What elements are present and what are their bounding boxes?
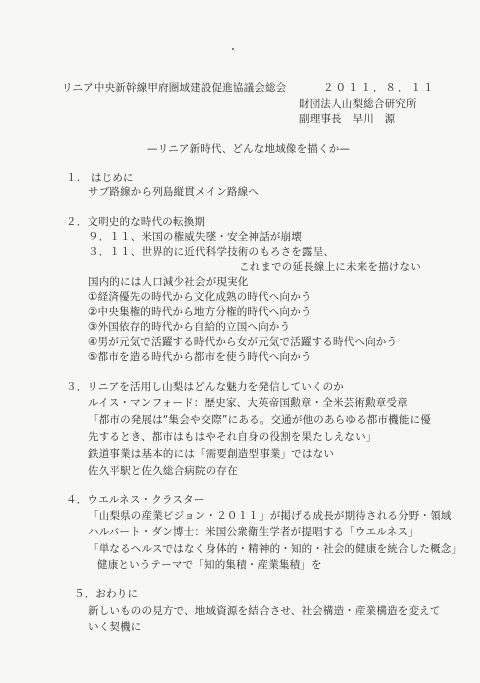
section-3-line: 鉄道事業は基本的には「需要創造型事業」ではない — [88, 448, 335, 460]
section-4-line: 「山梨県の産業ビジョン・２０１１」が掲げる成長が期待される分野・領域 — [88, 510, 452, 522]
section-2-list-item: ④男が元気で活躍する時代から女が元気で活躍する時代へ向かう — [88, 336, 398, 348]
scan-speck — [232, 48, 234, 50]
section-5-line: いく契機に — [88, 621, 142, 633]
section-3-line: 先するとき、都市はもはやそれ自身の役割を果たしえない」 — [88, 431, 377, 443]
organization: 財団法人山梨総合研究所 — [299, 98, 417, 110]
section-2-list-item: ③外国依存的時代から自給的立国へ向かう — [88, 321, 291, 333]
section-5-heading: ５．おわりに — [74, 588, 139, 600]
section-4-line: 健康というテーマで「知的集積・産業集積」を — [97, 559, 322, 571]
section-3-line: ルイス・マンフォード：歴史家、大英帝国勲章・全米芸術勲章受章 — [88, 397, 408, 409]
section-2-line: ９．１１、米国の権威失墜・安全神話が崩壊 — [88, 231, 302, 243]
section-2-line: これまでの延長線上に未来を描けない — [239, 261, 421, 273]
section-2-list-item: ⑤都市を造る時代から都市を使う時代へ向かう — [88, 351, 312, 363]
section-5-line: 新しいものの見方で、地域資源を結合させ、社会構造・産業構造を変えて — [88, 605, 441, 617]
section-1-heading: １. はじめに — [66, 172, 134, 184]
section-2-line: 国内的には人口減少社会が現実化 — [88, 276, 249, 288]
section-1-line: サブ路線から列島縦貫メイン路線へ — [88, 186, 259, 198]
section-3-line: 佐久平駅と佐久総合病院の存在 — [88, 465, 238, 477]
section-2-list-item: ②中央集権的時代から地方分権的時代へ向かう — [88, 306, 312, 318]
section-4-heading: ４．ウエルネス・クラスター — [66, 494, 205, 506]
section-3-heading: ３．リニアを活用し山梨はどんな魅力を発信していくのか — [66, 381, 344, 393]
section-3-line: 「都市の発展は“集会や交際”にある。交通が他のあらゆる都市機能に優 — [88, 414, 431, 426]
meeting-name: リニア中央新幹線甲府圏域建設促進協議会総会 — [62, 82, 287, 94]
section-2-list-item: ①経済優先の時代から文化成熟の時代へ向かう — [88, 291, 312, 303]
date: ２０１１．８．１１ — [323, 82, 436, 94]
subtitle: —リニア新時代、どんな地域像を描くか— — [147, 143, 351, 155]
section-4-line: ハルバート・ダン博士：米国公衆衛生学者が提唱する「ウエルネス」 — [88, 526, 419, 538]
section-2-heading: ２．文明史的な時代の転換期 — [66, 216, 206, 228]
author-title: 副理事長 早川 源 — [299, 113, 396, 125]
section-2-line: ３．１１、世界的に近代科学技術のもろさを露呈、 — [88, 246, 335, 258]
section-4-line: 「単なるヘルスではなく身体的・精神的・知的・社会的健康を統合した概念」 — [88, 543, 463, 555]
